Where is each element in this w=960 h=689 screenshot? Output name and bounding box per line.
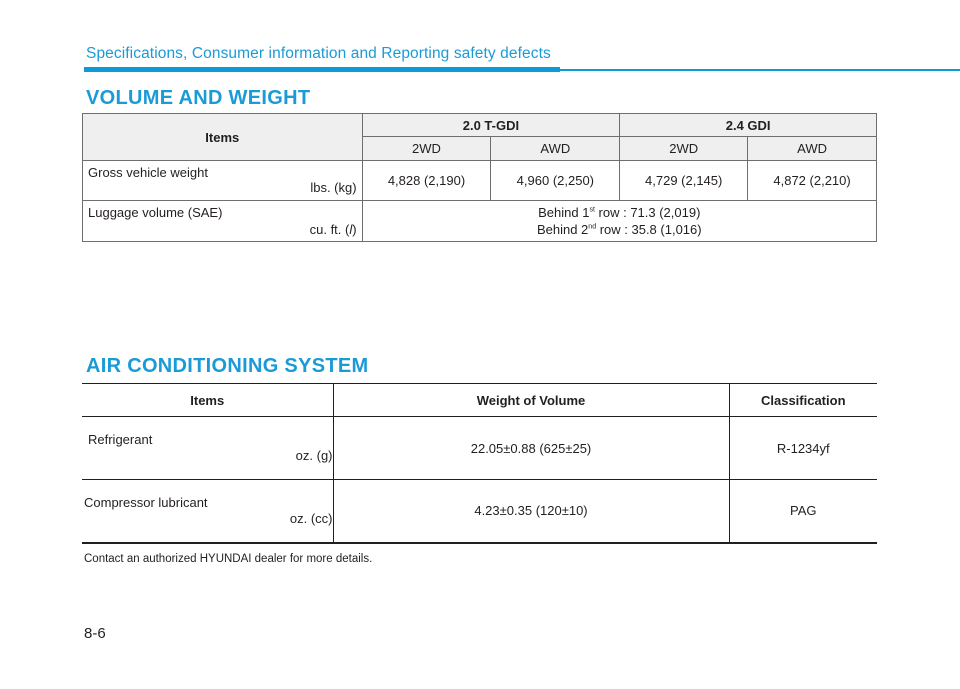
item-label: Compressor lubricant bbox=[84, 495, 208, 510]
chapter-header-title: Specifications, Consumer information and Reporting safety defects bbox=[86, 45, 551, 62]
table-cell: 4,828 (2,190) bbox=[362, 161, 491, 201]
item-unit: oz. (g) bbox=[295, 448, 333, 463]
item-label: Luggage volume (SAE) bbox=[88, 205, 223, 220]
page-number: 8-6 bbox=[84, 625, 106, 642]
table-cell: PAG bbox=[729, 480, 877, 543]
item-label: Refrigerant bbox=[88, 432, 153, 447]
item-unit: cu. ft. (l) bbox=[309, 222, 357, 237]
drive-header: 2WD bbox=[620, 137, 748, 161]
table-cell: 4,729 (2,145) bbox=[620, 161, 748, 201]
header-rule-thick bbox=[84, 67, 560, 72]
item-unit: oz. (cc) bbox=[289, 511, 333, 526]
air-conditioning-table bbox=[82, 383, 877, 544]
item-unit: lbs. (kg) bbox=[310, 180, 357, 195]
gross-vehicle-weight-item bbox=[83, 161, 363, 201]
table-cell: 22.05±0.88 (625±25) bbox=[333, 417, 729, 480]
engine-header-2-0-tgdi: 2.0 T-GDI bbox=[362, 114, 620, 137]
engine-header-2-4-gdi: 2.4 GDI bbox=[620, 114, 877, 137]
air-conditioning-title: AIR CONDITIONING SYSTEM bbox=[86, 355, 369, 377]
drive-header: 2WD bbox=[362, 137, 491, 161]
header-rule-thin bbox=[560, 69, 960, 71]
items-header: Items bbox=[83, 114, 363, 161]
dealer-footnote: Contact an authorized HYUNDAI dealer for more details. bbox=[84, 553, 373, 565]
weight-header: Weight of Volume bbox=[333, 384, 729, 417]
volume-weight-title: VOLUME AND WEIGHT bbox=[86, 87, 311, 109]
table-row bbox=[82, 480, 877, 543]
items-header: Items bbox=[82, 384, 333, 417]
classification-header: Classification bbox=[729, 384, 877, 417]
compressor-lubricant-item bbox=[82, 480, 333, 543]
table-cell: 4.23±0.35 (120±10) bbox=[333, 480, 729, 543]
volume-weight-table bbox=[82, 113, 877, 242]
refrigerant-item bbox=[82, 417, 333, 480]
item-label: Gross vehicle weight bbox=[88, 165, 208, 180]
luggage-volume-item bbox=[83, 201, 363, 242]
luggage-row-1: Behind 1st row : 71.3 (2,019) bbox=[538, 205, 701, 220]
table-row bbox=[82, 417, 877, 480]
table-header-row bbox=[83, 114, 877, 137]
table-row bbox=[83, 201, 877, 242]
luggage-row-2: Behind 2nd row : 35.8 (1,016) bbox=[536, 222, 702, 237]
table-cell: R-1234yf bbox=[729, 417, 877, 480]
table-cell: 4,960 (2,250) bbox=[491, 161, 620, 201]
luggage-volume-value bbox=[362, 201, 876, 242]
table-cell: 4,872 (2,210) bbox=[748, 161, 877, 201]
drive-header: AWD bbox=[748, 137, 877, 161]
table-row bbox=[83, 161, 877, 201]
table-header-row bbox=[82, 384, 877, 417]
drive-header: AWD bbox=[491, 137, 620, 161]
